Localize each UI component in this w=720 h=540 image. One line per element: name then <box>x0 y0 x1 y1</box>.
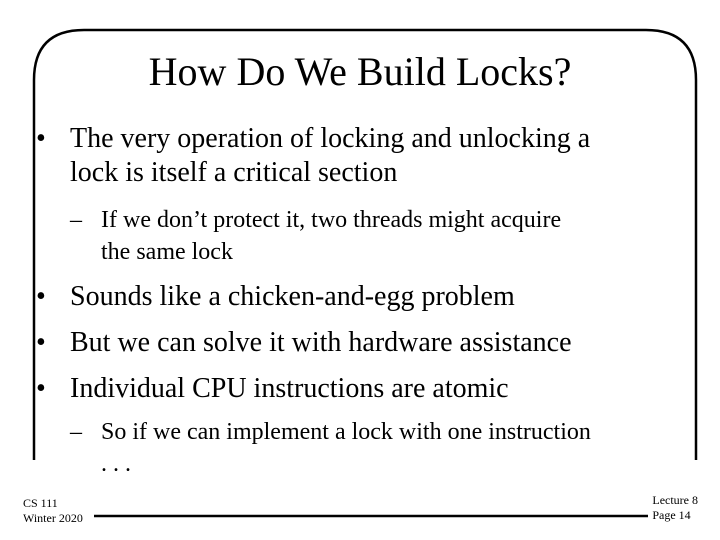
sub-bullet-text: So if we can implement a lock with one instruction . . . <box>101 419 591 477</box>
dash-marker: – <box>70 207 82 233</box>
bullet-text: But we can solve it with hardware assistance <box>70 327 572 358</box>
slide-title: How Do We Build Locks? <box>148 49 572 94</box>
footer-course-info <box>23 496 83 526</box>
bullet-marker: • <box>36 373 46 404</box>
footer-page-info <box>652 493 698 523</box>
lecture-label: Lecture 8 <box>652 493 698 507</box>
term-label: Winter 2020 <box>23 511 83 525</box>
bullet-marker: • <box>36 123 46 154</box>
page-number: Page 14 <box>652 508 691 522</box>
bullet-marker: • <box>36 281 46 312</box>
bullet-text: Sounds like a chicken-and-egg problem <box>70 281 515 312</box>
bullet-marker: • <box>36 327 46 358</box>
dash-marker: – <box>70 419 82 445</box>
bullet-text: Individual CPU instructions are atomic <box>70 373 509 404</box>
course-label: CS 111 <box>23 496 58 510</box>
bullet-text: The very operation of locking and unlocking a lock is itself a critical section <box>70 123 591 188</box>
sub-bullet-text: If we don’t protect it, two threads might acquire the same lock <box>101 207 562 265</box>
